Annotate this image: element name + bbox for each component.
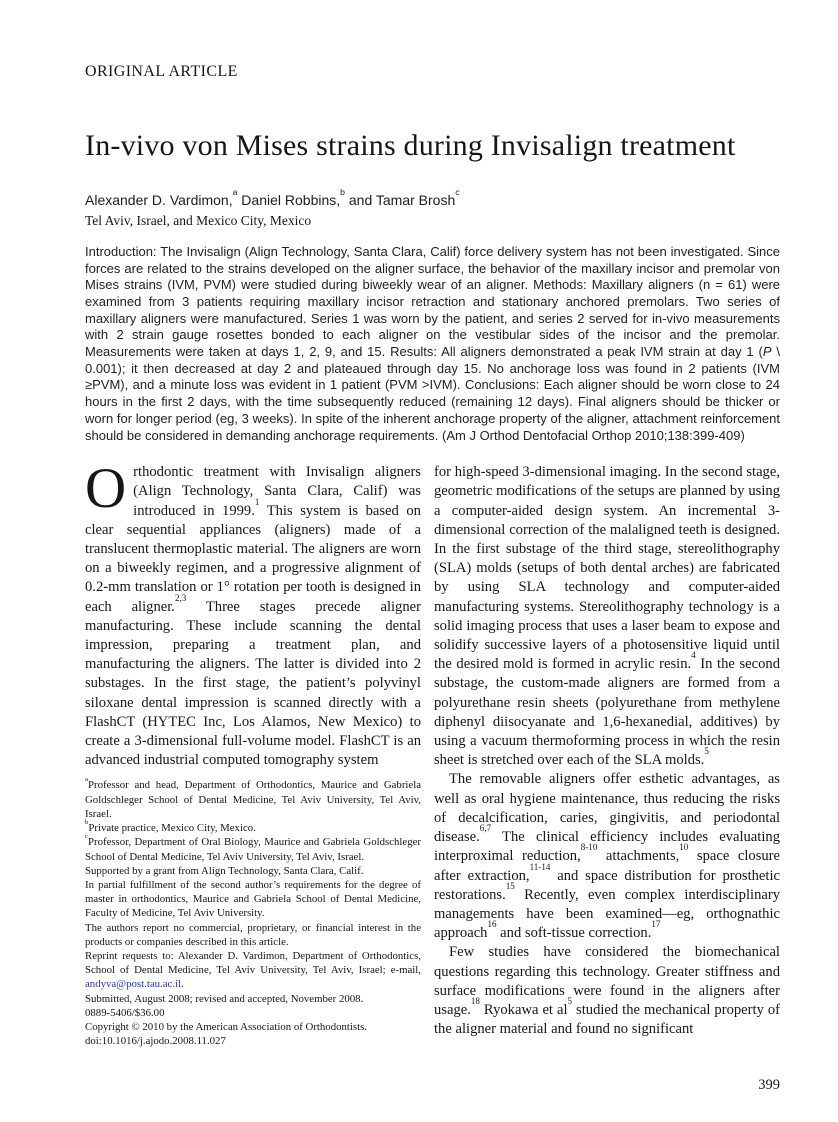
- reference-superscript: 1: [254, 496, 260, 507]
- reference-superscript: 2,3: [174, 592, 187, 603]
- reference-superscript: b: [340, 187, 345, 198]
- reference-superscript: 10: [679, 842, 689, 853]
- footnotes-block: [85, 775, 421, 1048]
- footnote-support: Supported by a grant from Align Technology, Santa Clara, Calif.: [85, 864, 364, 877]
- email-link[interactable]: andyva@post.tau.ac.il: [85, 978, 181, 991]
- left-column: [85, 457, 421, 1048]
- reference-superscript: 17: [651, 919, 661, 930]
- footnote-disclosure: The authors report no commercial, proprietary, or financial interest in the products or companies described in this article.: [85, 921, 421, 948]
- reference-superscript: a: [85, 775, 88, 783]
- affiliation-line: Tel Aviv, Israel, and Mexico City, Mexico: [85, 212, 312, 228]
- footnote-affiliation-c: $^c$Professor, Department of Oral Biology, Maurice and Gabriela Goldschleger School of Dental Medicine, Tel Aviv University, Tel Aviv, Israel.: [85, 832, 421, 863]
- reference-superscript: 5: [567, 996, 573, 1006]
- reference-superscript: b: [85, 818, 89, 826]
- footnote-reprint-requests: Reprint requests to: Alexander D. Vardimon, Department of Orthodontics, School of Dental Medicine, Tel Aviv University, Tel Aviv, Israel; e-mail, andyva@post.tau.ac.il.: [85, 949, 421, 991]
- reference-superscript: 4: [691, 650, 696, 661]
- authors-line: Alexander D. Vardimon,$^a$ Daniel Robbins,$^b$ and Tamar Brosh$^c$: [85, 187, 460, 208]
- body-paragraph-intro-text: rthodontic treatment with Invisalign aligners (Align Technology, Santa Clara, Calif) was introduced in 1999.$^1$ This system is based on clear sequential appliances (aligners) made of a translucent thermoplastic material. The aligners are worn on a biweekly regimen, and a progressive alignment of 0.2-mm translation or 1° rotation per tooth is designed in each aligner.$^{2,3}$ Three stages precede aligner manufacturing. These include scanning the dental impression, preparing a treatment plan, and manufacturing the aligners. The latter is divided into 2 substages. In the first stage, the patient’s polyvinyl siloxane dental impression is scanned directly with a FlashCT (HYTEC Inc, Los Alamos, New Mexico) to create a 3-dimensional full-volume model. FlashCT is an advanced industrial computed tomography system: [85, 464, 421, 769]
- reference-superscript: 6,7: [479, 823, 492, 834]
- body-paragraph-continuation: for high-speed 3-dimensional imaging. In the second stage, geometric modifications of the setups are planned by using a computer-aided design system. An incremental 3-dimensional correction of the malaligned teeth is designed. In the first substage of the third stage, stereolithography (SLA) molds (setups of both dental arches) are fabricated by using SLA technology and computer-aided manufacturing systems. Stereolithography technology is a solid imaging process that uses a laser beam to expose and solidify successive layers of a photosensitive liquid until the desired mold is formed in acrylic resin.$^4$ In the second substage, the custom-made aligners are formed from a polyurethane resin sheets (polyurethane from methylene diphenyl diisocyanate and 1,6-hexanedial, additives) by using a vacuum thermoforming process in which the resin sheet is stretched over each of the SLA molds.$^5$: [434, 464, 780, 769]
- abstract-paragraph: Introduction: The Invisalign (Align Technology, Santa Clara, Calif) force delivery system has not been investigated. Since forces are related to the strains developed on the aligner surface, the behavior of the maxillary incisor and premolar von Mises strains (IVM, PVM) were studied during biweekly wear of an aligner. Methods: Maxillary aligners (n = 61) were examined from 3 patients requiring maxillary incisor retraction and stationary anchored premolars. Two series of maxillary aligners were manufactured. Series 1 was worn by the patient, and series 2 served for in-vivo measurements with 2 strain gauge rosettes bonded to each aligner on the vestibular sides of the incisor and the premolar. Measurements were taken at days 1, 2, 9, and 15. Results: All aligners demonstrated a peak IVM strain at day 1 (P \ 0.001); it then decreased at day 2 and plateaued through day 15. No anchorage loss was found in 2 patients (IVM ≥PVM), and a minute loss was evident in 1 patient (PVM >IVM). Conclusions: Each aligner should be worn close to 24 hours in the first 2 days, with the time subsequently reduced (remaining 12 days). Final aligners should be thicker or worn for longer period (eg, 3 weeks). In spite of the inherent anchorage property of the aligner, attachment reinforcement should be considered in demanding anchorage requirements. (Am J Orthod Dentofacial Orthop 2010;138:399-409): [85, 243, 780, 443]
- reference-superscript: 5: [704, 746, 709, 757]
- reference-superscript: 8-10: [580, 842, 598, 853]
- article-type-label: ORIGINAL ARTICLE: [85, 63, 238, 80]
- drop-cap: O: [85, 457, 127, 521]
- footnote-affiliation-a: $^a$Professor and head, Department of Orthodontics, Maurice and Gabriela Goldschleger School of Dental Medicine, Tel Aviv University, Tel Aviv, Israel.: [85, 775, 421, 820]
- reference-superscript: a: [232, 187, 238, 198]
- footnote-fulfillment: In partial fulfillment of the second author’s requirements for the degree of master in orthodontics, Maurice and Gabriela School of Dental Medicine, Faculty of Medicine, Tel Aviv University.: [85, 878, 421, 920]
- body-paragraph-intro: [85, 457, 421, 770]
- footnote-affiliation-b: $^b$Private practice, Mexico City, Mexico.: [85, 818, 256, 835]
- article-title: In-vivo von Mises strains during Invisalign treatment: [85, 129, 736, 162]
- reference-superscript: c: [455, 187, 460, 198]
- reference-superscript: 15: [505, 880, 515, 891]
- footnote-copyright: Copyright © 2010 by the American Association of Orthodontists.: [85, 1020, 367, 1033]
- reference-superscript: 18: [470, 996, 480, 1006]
- reference-superscript: 16: [487, 919, 497, 930]
- body-paragraph-biomechanics: Few studies have considered the biomechanical questions regarding this technology. Greater stiffness and surface modifications were found in the aligners after usage.$^{18}$ Ryokawa et $al^5$ studied the mechanical property of the aligner material and found no significant: [434, 944, 781, 1038]
- right-column: [434, 463, 780, 1048]
- reference-superscript: c: [85, 832, 88, 840]
- italic-text: P: [762, 344, 772, 360]
- reference-superscript: 11-14: [529, 861, 551, 872]
- footnote-submission-dates: Submitted, August 2008; revised and accepted, November 2008.: [85, 992, 364, 1005]
- footnote-doi: doi:10.1016/j.ajodo.2008.11.027: [85, 1035, 226, 1048]
- body-columns: [85, 457, 781, 1048]
- footnote-issn-price: 0889-5406/$36.00: [85, 1006, 165, 1019]
- body-paragraph-advantages: The removable aligners offer esthetic advantages, as well as oral hygiene maintenance, thus reducing the risks of decalcification, caries, gingivitis, and periodontal disease.$^{6,7}$ The clinical efficiency includes evaluating interproximal reduction,$^{8-10}$ attachments,$^{10}$ space closure after extraction,$^{11-14}$ and space distribution for prosthetic restorations.$^{15}$ Recently, even complex interdisciplinary managements have been examined—eg, orthognathic approach$^{16}$ and soft-tissue correction.$^{17}$: [434, 771, 781, 942]
- page-number: 399: [758, 1077, 780, 1093]
